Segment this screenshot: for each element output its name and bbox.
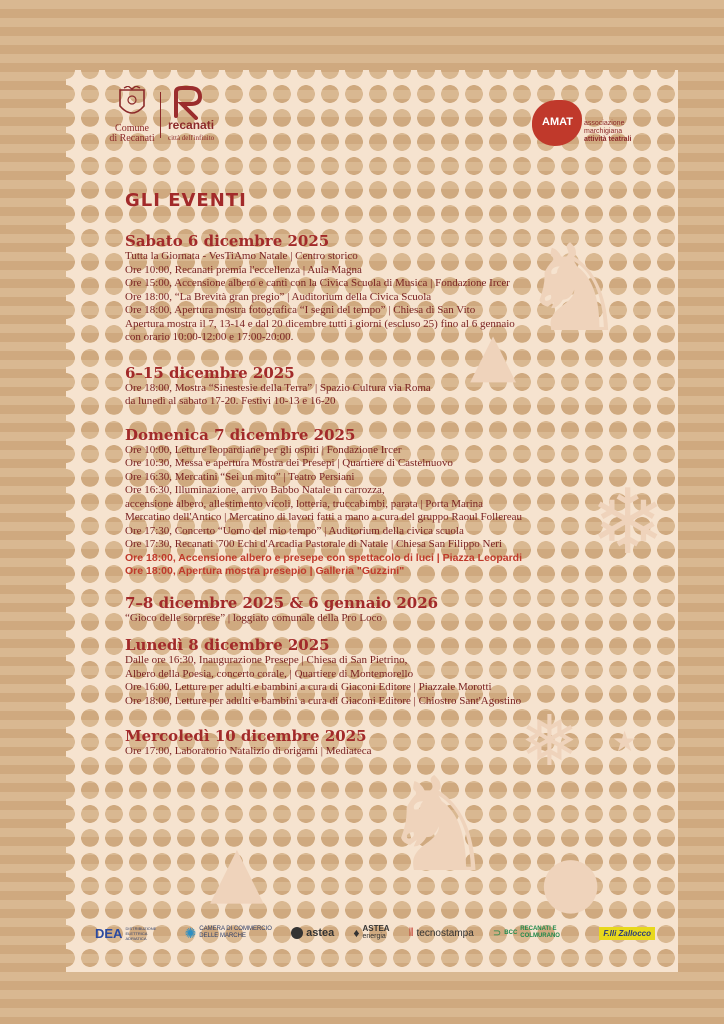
event-line: Ore 10:00, Recanati premia l'eccellenza | Aula Magna (125, 263, 362, 276)
bauble-icon: ● (540, 840, 602, 922)
event-line: Mercatino dell'Antico | Mercatino di lavori fatti a mano a cura del gruppo Raoul Follereau (125, 511, 522, 523)
recanati-monogram-icon (168, 86, 208, 120)
event-block (125, 365, 665, 409)
astea-circle-icon (291, 927, 303, 939)
recanati-brand: recanati (168, 118, 215, 132)
sponsor-astea-energia (353, 925, 389, 941)
amat-line3: attività teatrali (584, 136, 632, 143)
amat-brand: AMAT (542, 116, 573, 128)
event-line: Tutta la Giornata - VesTiAmo Natale | Centro storico (125, 250, 358, 262)
comune-line2: di Recanati (109, 133, 155, 144)
crest-icon (106, 86, 158, 122)
sponsor-bar (95, 920, 655, 946)
event-block (125, 427, 665, 579)
snowflake-icon: ❄ (590, 470, 666, 575)
reindeer-icon: ♞ (380, 749, 497, 901)
event-line: Ore 17:30, Concerto “Uomo del mio tempo” | Auditorium della civica scuola (125, 524, 464, 537)
tecnostampa-icon: ⦀ (408, 926, 414, 939)
recanati-tagline: città dell'infinito (168, 134, 215, 142)
event-line: Ore 18:00, Letture per adulti e bambini a cura di Giaconi Editore | Chiostro Sant'Agostino (125, 694, 522, 707)
event-line: Ore 10:30, Messa e apertura Mostra dei Presepi | Quartiere di Castelnuovo (125, 457, 453, 469)
sponsor-dea (95, 926, 165, 941)
event-line: Ore 15:00, Accensione albero e canti con la Civica Scuola di Musica | Fondazione Ircer (125, 277, 510, 289)
sponsor-astea (291, 927, 334, 939)
sponsor-name: CAMERA DI COMMERCIO (199, 926, 272, 932)
event-line: Ore 18:00, “La Brevità gran pregio” | Auditorium della Civica Scuola (125, 290, 432, 303)
event-block (125, 595, 665, 626)
comune-label (106, 124, 158, 144)
christmas-tree-icon: ▲ (210, 830, 264, 912)
event-line: accensione albero, allestimento vicoli, lotteria, truccabimbi, parata | Porta Marina (125, 497, 484, 510)
event-line: Ore 10:00, Letture leopardiane per gli ospiti | Fondazione Ircer (125, 443, 402, 456)
event-date: Domenica 7 dicembre 2025 (125, 425, 356, 444)
event-line: con orario 10:00-12:00 e 17:00-20:00. (125, 331, 294, 343)
event-line: Apertura mostra il 7, 13-14 e dal 20 dicembre tutti i giorni (escluso 25) fino al 6 gennaio (125, 317, 515, 330)
event-line: Ore 18:00, Mostra “Sinestesie della Terra” | Spazio Cultura via Roma (125, 381, 431, 394)
event-block (125, 233, 665, 345)
sponsor-sub: RECANATI E COLMURANO (520, 926, 560, 939)
sponsor-camera-commercio (185, 925, 272, 942)
snowflake-icon: ❅ (520, 700, 579, 782)
sponsor-bcc (493, 926, 580, 940)
sponsor-name: astea (306, 927, 335, 939)
sponsor-name: tecnostampa (416, 927, 474, 939)
sponsor-sub: DISTRIBUZIONE ELETTRICA ADRIATICA (125, 925, 157, 941)
sponsor-name: BCC (504, 930, 518, 936)
star-icon: ★ (612, 725, 638, 758)
event-line: Ore 16:30, Illuminazione, arrivo Babbo Natale in carrozza, (125, 484, 385, 496)
event-block (125, 728, 665, 759)
highlight-event-line: Ore 18:00, Accensione albero e presepe con spettacolo di luci | Piazza Leopardi (125, 551, 523, 564)
event-date: Sabato 6 dicembre 2025 (125, 232, 330, 250)
sponsor-tecnostampa (409, 927, 474, 940)
christmas-tree-icon: ▲ (470, 320, 517, 390)
event-block (125, 637, 665, 708)
bcc-icon: ⊃ (492, 927, 502, 939)
network-icon: ✺ (184, 924, 197, 941)
event-line: Ore 18:00, Apertura mostra fotografica “I segni del tempo” | Chiesa di San Vito (125, 304, 476, 316)
event-line: Ore 17:00, Laboratorio Natalizio di origami | Mediateca (125, 745, 372, 757)
amat-line1: associazione (584, 120, 625, 127)
amat-caption (584, 120, 631, 144)
event-line: Ore 16:00, Letture per adulti e bambini a cura di Giaconi Editore | Piazzale Morotti (125, 681, 492, 693)
event-line: Albero della Poesia, concerto corale, | Quartiere di Montemorello (125, 667, 414, 680)
amat-line2: marchigiana (584, 128, 623, 135)
highlight-event-line: Ore 18:00, Apertura mostra presepio | Galleria "Guzzini" (125, 565, 405, 577)
event-line: Ore 17:30, Recanati '700 Echi d'Arcadia Pastorale di Natale | Chiesa San Filippo Neri (125, 538, 503, 550)
event-line: Dalle ore 16:30, Inaugurazione Presepe | Chiesa di San Pietrino, (125, 654, 408, 666)
events-content (125, 190, 665, 759)
event-line: “Gioco delle sorprese” | loggiato comunale della Pro Loco (125, 611, 382, 624)
sponsor-zallocco (599, 927, 655, 940)
recanati-logo (168, 86, 228, 142)
event-date: Mercoledì 10 dicembre 2025 (125, 727, 367, 745)
sponsor-sub: energia (362, 933, 386, 940)
logo-divider (160, 92, 161, 138)
flame-icon: ♦ (353, 926, 360, 940)
event-date: Lunedì 8 dicembre 2025 (125, 636, 330, 654)
sponsor-sub: DELLE MARCHE (199, 933, 246, 939)
comune-line1: Comune (115, 123, 149, 134)
comune-di-recanati-logo (106, 86, 158, 144)
event-date: 7–8 dicembre 2025 & 6 gennaio 2026 (125, 593, 439, 612)
sponsor-name: DEA (95, 925, 123, 941)
page-title: GLI EVENTI (125, 190, 247, 211)
event-line: Ore 16:30, Mercatini “Sei un mito” | Teatro Persiani (125, 470, 355, 483)
reindeer-icon: ♞ (520, 220, 628, 359)
sponsor-name: F.lli Zallocco (603, 928, 651, 938)
event-line: da lunedì al sabato 17-20. Festivi 10-13 e 16-20 (125, 395, 336, 407)
sponsor-name: ASTEA (362, 924, 390, 933)
event-date: 6–15 dicembre 2025 (125, 363, 295, 382)
